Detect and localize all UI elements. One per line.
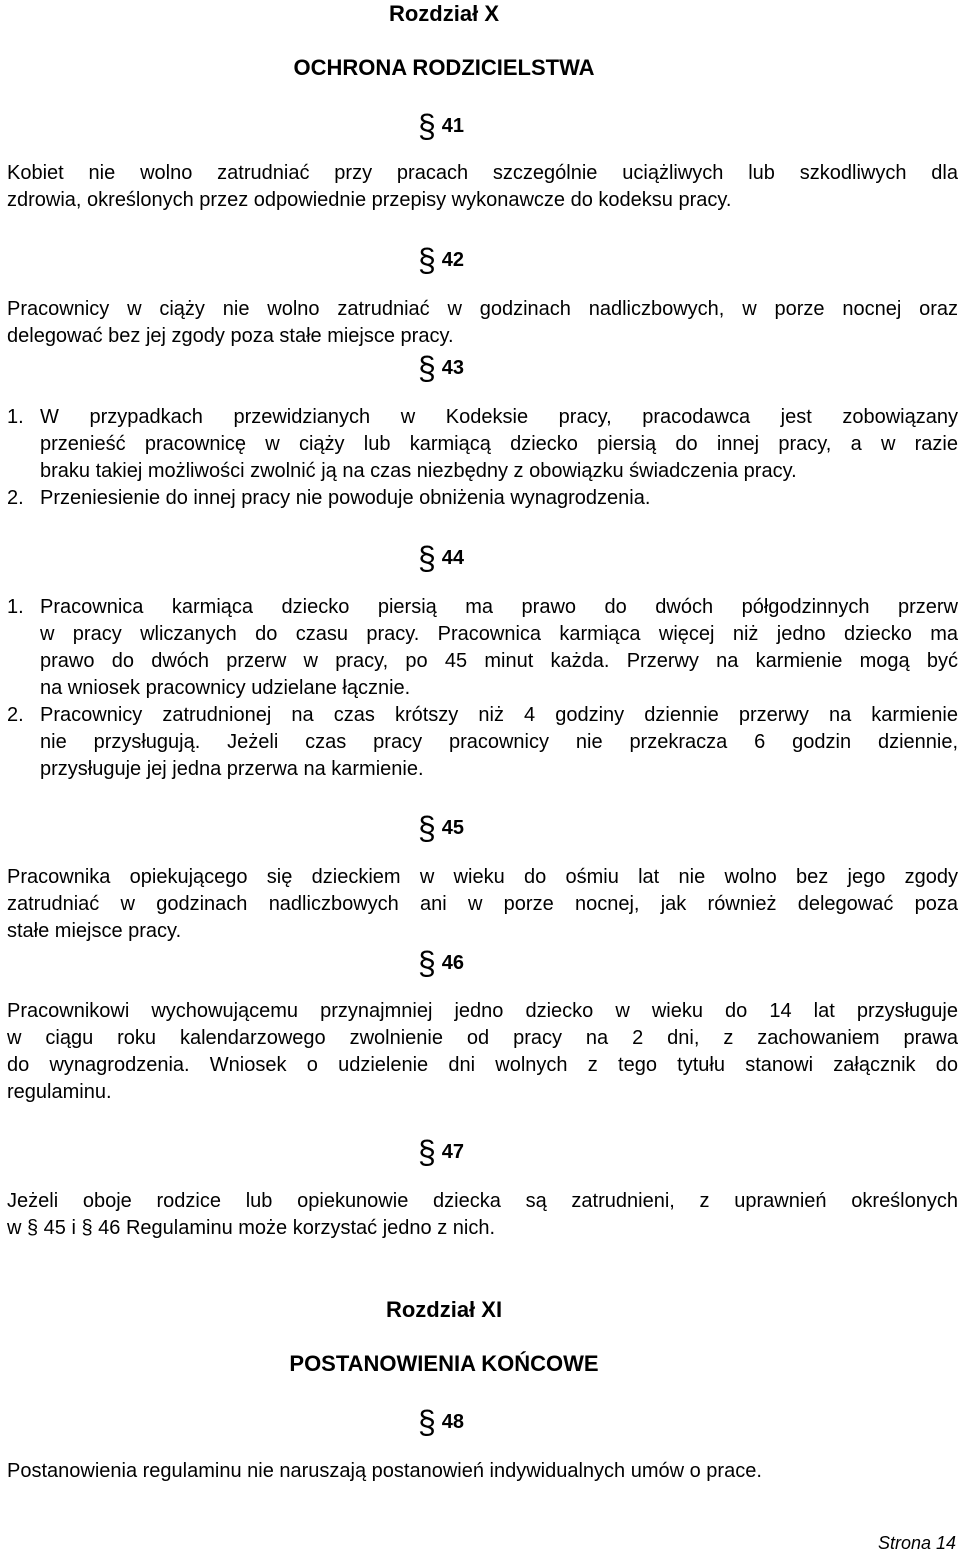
text-line: Kobiet nie wolno zatrudniać przy pracach szczególnie uciążliwych lub szkodliwych dla	[7, 162, 958, 184]
text-line: Przeniesienie do innej pracy nie powoduje obniżenia wynagrodzenia.	[40, 487, 651, 509]
section-number: 46	[441, 952, 465, 974]
text-line: Jeżeli oboje rodzice lub opiekunowie dziecka są zatrudnieni, z uprawnień określonych	[7, 1190, 958, 1212]
text-line: przenieść pracownicę w ciąży lub karmiącą dziecko piersią do innej pracy, a w razie	[40, 433, 958, 455]
text-line: w pracy wliczanych do czasu pracy. Pracownica karmiąca więcej niż jedno dziecko ma	[40, 623, 958, 645]
chapter-subtitle: OCHRONA RODZICIELSTWA	[293, 55, 595, 80]
section-number: 44	[441, 547, 465, 569]
paragraph-47	[7, 1188, 958, 1242]
text-line: Pracownicy zatrudnionej na czas krótszy niż 4 godziny dziennie przerwy na karmienie	[40, 704, 958, 726]
section-number: 45	[441, 817, 465, 839]
text-line: Pracownika opiekującego się dzieckiem w wieku do ośmiu lat nie wolno bez jego zgody	[7, 866, 958, 888]
list-item	[40, 702, 958, 783]
list-number: 2.	[7, 704, 24, 726]
list-44	[7, 594, 958, 783]
text-line: stałe miejsce pracy.	[7, 920, 182, 942]
list-number: 2.	[7, 487, 24, 509]
section-number: 42	[441, 249, 465, 271]
section-number: 48	[441, 1411, 465, 1433]
text-line: prawo do dwóch przerw w pracy, po 45 minut każda. Przerwy na karmienie mogą być	[40, 650, 958, 672]
text-line: do wynagrodzenia. Wniosek o udzielenie dni wolnych z tego tytułu stanowi załącznik do	[7, 1054, 958, 1076]
text-line: Pracownica karmiąca dziecko piersią ma prawo do dwóch półgodzinnych przerw	[40, 596, 958, 618]
section-symbol: §	[418, 945, 436, 981]
text-line: Pracownikowi wychowującemu przynajmniej jedno dziecko w wieku do 14 lat przysługuje	[7, 1000, 958, 1022]
text-line: braku takiej możliwości zwolnić ją na czas niezbędny z obowiązku świadczenia pracy.	[40, 460, 797, 482]
section-heading-41	[418, 108, 465, 144]
list-item	[40, 404, 958, 485]
section-heading-47	[418, 1134, 465, 1170]
text-line: delegować bez jej zgody poza stałe miejsce pracy.	[7, 325, 454, 347]
text-line: Postanowienia regulaminu nie naruszają postanowień indywidualnych umów o prace.	[7, 1460, 762, 1482]
section-heading-44	[418, 540, 465, 576]
section-heading-43	[418, 350, 465, 386]
text-line: w ciągu roku kalendarzowego zwolnienie od pracy na 2 dni, z zachowaniem prawa	[7, 1027, 958, 1049]
section-heading-46	[418, 945, 465, 981]
text-line: na wniosek pracownicy udzielane łącznie.	[40, 677, 411, 699]
paragraph-42	[7, 296, 958, 350]
section-symbol: §	[418, 540, 436, 576]
section-number: 43	[441, 357, 465, 379]
paragraph-46	[7, 998, 958, 1106]
chapter-title: Rozdział XI	[385, 1297, 503, 1322]
text-line: W przypadkach przewidzianych w Kodeksie pracy, pracodawca jest zobowiązany	[40, 406, 958, 428]
section-heading-42	[418, 242, 465, 278]
text-line: przysługuje jej jedna przerwa na karmienie.	[40, 758, 424, 780]
paragraph-48	[7, 1458, 958, 1485]
list-item	[40, 485, 958, 512]
text-line: w § 45 i § 46 Regulaminu może korzystać jedno z nich.	[7, 1217, 496, 1239]
section-number: 47	[441, 1141, 465, 1163]
section-heading-48	[418, 1404, 465, 1440]
list-43	[7, 404, 958, 512]
text-line: nie przysługują. Jeżeli czas pracy pracownicy nie przekracza 6 godzin dziennie,	[40, 731, 958, 753]
paragraph-41	[7, 160, 958, 214]
paragraph-45	[7, 864, 958, 945]
list-number: 1.	[7, 596, 24, 618]
section-symbol: §	[418, 810, 436, 846]
section-symbol: §	[418, 242, 436, 278]
chapter-subtitle: POSTANOWIENIA KOŃCOWE	[289, 1351, 599, 1376]
text-line: regulaminu.	[7, 1081, 112, 1103]
section-symbol: §	[418, 1134, 436, 1170]
list-number: 1.	[7, 406, 24, 428]
text-line: zdrowia, określonych przez odpowiednie przepisy wykonawcze do kodeksu pracy.	[7, 189, 732, 211]
list-item	[40, 594, 958, 702]
section-symbol: §	[418, 350, 436, 386]
section-heading-45	[418, 810, 465, 846]
section-number: 41	[441, 115, 465, 137]
chapter-title: Rozdział X	[388, 1, 499, 26]
section-symbol: §	[418, 1404, 436, 1440]
text-line: Pracownicy w ciąży nie wolno zatrudniać w godzinach nadliczbowych, w porze nocnej oraz	[7, 298, 958, 320]
text-line: zatrudniać w godzinach nadliczbowych ani w porze nocnej, jak również delegować poza	[7, 893, 958, 915]
page-number: Strona 14	[877, 1533, 956, 1553]
section-symbol: §	[418, 108, 436, 144]
